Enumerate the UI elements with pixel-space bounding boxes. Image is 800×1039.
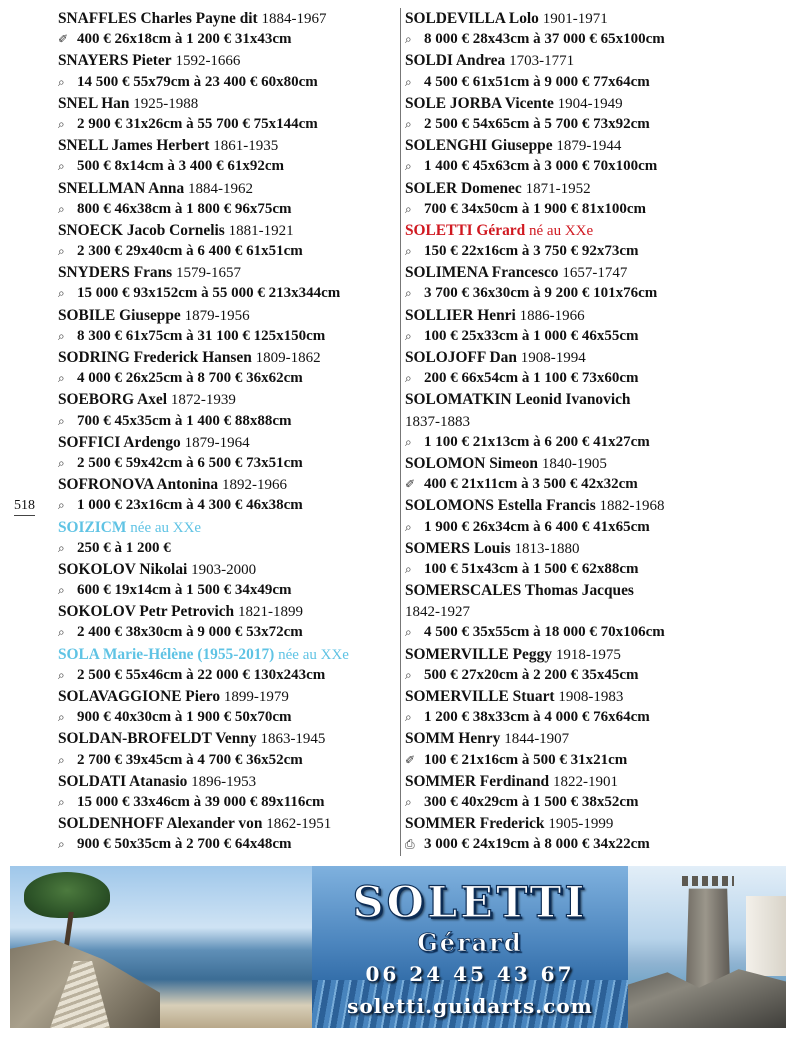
- artist-name: SOEBORG Axel: [58, 391, 168, 409]
- brush-icon: ⌕: [58, 625, 65, 640]
- artist-entry: [58, 389, 396, 410]
- price-text: 700 € 45x35cm à 1 400 € 88x88cm: [77, 412, 292, 429]
- genoese-tower: [684, 880, 732, 988]
- brush-icon: ⌕: [58, 455, 65, 470]
- price-text: 300 € 40x29cm à 1 500 € 38x52cm: [424, 793, 639, 810]
- artist-dates: née au XXe: [130, 519, 202, 536]
- artist-entry: [405, 771, 795, 792]
- price-text: 400 € 26x18cm à 1 200 € 31x43cm: [77, 31, 292, 48]
- price-text: 2 700 € 39x45cm à 4 700 € 36x52cm: [77, 751, 303, 768]
- brush-icon: ⌕: [58, 583, 65, 598]
- print-icon: ⎙: [405, 837, 415, 852]
- price-text: 2 300 € 29x40cm à 6 400 € 61x51cm: [77, 243, 303, 260]
- artist-dates: 1882-1968: [599, 498, 665, 515]
- artist-entry: [405, 305, 795, 326]
- brush-icon: ⌕: [405, 667, 412, 682]
- price-text: 1 000 € 23x16cm à 4 300 € 46x38cm: [77, 497, 303, 514]
- price-text: 1 200 € 38x33cm à 4 000 € 76x64cm: [424, 709, 650, 726]
- artist-dates: 1840-1905: [541, 455, 607, 472]
- artist-dates: 1863-1945: [260, 731, 326, 748]
- artist-name: SOMERS Louis: [405, 539, 511, 557]
- artist-dates: 1861-1935: [213, 138, 279, 155]
- artist-name: SNELL James Herbert: [58, 137, 210, 155]
- price-text: 400 € 21x11cm à 3 500 € 42x32cm: [424, 476, 638, 493]
- artist-dates: 1844-1907: [504, 731, 570, 748]
- price-range: [58, 707, 396, 728]
- price-text: 4 000 € 26x25cm à 8 700 € 36x62cm: [77, 370, 303, 387]
- artist-entry: [405, 580, 795, 601]
- artist-entry: [405, 813, 795, 834]
- artist-name: SOFRONOVA Antonina: [58, 476, 219, 494]
- brush-icon: ⌕: [58, 201, 65, 216]
- price-range: [58, 283, 396, 304]
- artist-entry: [58, 305, 396, 326]
- price-text: 2 500 € 59x42cm à 6 500 € 73x51cm: [77, 454, 303, 471]
- artist-entry: [405, 135, 795, 156]
- price-text: 1 400 € 45x63cm à 3 000 € 70x100cm: [424, 158, 658, 175]
- artist-entry: [58, 432, 396, 453]
- brush-icon: ⌕: [58, 286, 65, 301]
- artist-dates-line: [405, 411, 795, 432]
- artist-dates: 1821-1899: [237, 604, 303, 621]
- price-range: [58, 156, 396, 177]
- brush-icon: ⌕: [405, 710, 412, 725]
- brush-icon: ⌕: [405, 159, 412, 174]
- artist-name: SNEL Han: [58, 94, 130, 112]
- price-text: 700 € 34x50cm à 1 900 € 81x100cm: [424, 200, 647, 217]
- artist-entry: [58, 728, 396, 749]
- brush-icon: ⌕: [405, 519, 412, 534]
- artist-dates: 1899-1979: [223, 689, 289, 705]
- artist-name: SOLDAN-BROFELDT Venny: [58, 730, 257, 748]
- banner-title: SOLETTI: [352, 878, 588, 928]
- price-range: [405, 707, 795, 728]
- price-range: [58, 834, 396, 855]
- artist-name: SOLLIER Henri: [405, 306, 516, 324]
- artist-name: SOIZICM: [58, 518, 127, 536]
- artist-name: SOLDEVILLA Lolo: [405, 10, 539, 27]
- price-text: 15 000 € 93x152cm à 55 000 € 213x344cm: [77, 285, 341, 302]
- artist-dates: 1837-1883: [405, 413, 470, 430]
- artist-entry: [405, 178, 795, 199]
- price-range: [58, 72, 396, 93]
- price-text: 100 € 51x43cm à 1 500 € 62x88cm: [424, 560, 639, 577]
- coastal-scene-left: [10, 866, 312, 1028]
- price-range: [405, 326, 795, 347]
- artist-name: SODRING Frederick Hansen: [58, 349, 252, 366]
- artist-dates: 1884-1962: [188, 180, 254, 197]
- price-range: [405, 665, 795, 686]
- brush-icon: ⌕: [58, 244, 65, 259]
- artist-dates: 1903-2000: [191, 561, 257, 578]
- price-text: 2 900 € 31x26cm à 55 700 € 75x144cm: [77, 115, 318, 132]
- brush-icon: ⌕: [58, 752, 65, 767]
- artist-dates: 1809-1862: [255, 350, 321, 366]
- artist-entry: [405, 453, 795, 474]
- brush-icon: ⌕: [58, 710, 65, 725]
- artist-dates: 1879-1956: [184, 307, 250, 324]
- brush-icon: ⌕: [58, 413, 65, 428]
- price-text: 200 € 66x54cm à 1 100 € 73x60cm: [424, 370, 639, 387]
- artist-name: SOLDI Andrea: [405, 52, 506, 70]
- artist-entry: [58, 347, 396, 368]
- artist-dates: 1871-1952: [525, 180, 591, 197]
- price-text: 800 € 46x38cm à 1 800 € 96x75cm: [77, 200, 292, 217]
- artist-entry: [405, 347, 795, 368]
- brush-icon: ⌕: [405, 74, 412, 89]
- artist-name: SOLDATI Atanasio: [58, 772, 188, 790]
- price-text: 3 700 € 36x30cm à 9 200 € 101x76cm: [424, 285, 658, 302]
- artist-entry: [58, 686, 396, 707]
- artist-dates: 1901-1971: [542, 11, 608, 27]
- artist-name: SOMERVILLE Peggy: [405, 645, 552, 663]
- price-text: 1 900 € 26x34cm à 6 400 € 41x65cm: [424, 518, 650, 535]
- artist-dates: 1892-1966: [221, 477, 287, 494]
- artist-entry: [405, 8, 795, 29]
- brush-icon: ⌕: [58, 116, 65, 131]
- brush-icon: ⌕: [58, 328, 65, 343]
- artist-entry: [58, 135, 396, 156]
- artist-entry: [58, 93, 396, 114]
- price-text: 2 400 € 38x30cm à 9 000 € 53x72cm: [77, 624, 303, 641]
- brush-icon: ⌕: [405, 201, 412, 216]
- artist-dates: 1657-1747: [562, 265, 628, 282]
- artist-name: SOLA Marie-Hélène (1955-2017): [58, 645, 275, 663]
- artist-name: SOLOMON Simeon: [405, 454, 538, 472]
- artist-entry: [58, 50, 396, 71]
- artist-name: SOMMER Ferdinand: [405, 772, 550, 790]
- artist-entry: [58, 8, 396, 29]
- artist-name: SNAYERS Pieter: [58, 52, 172, 70]
- brush-icon: ⌕: [405, 32, 412, 47]
- price-text: 8 000 € 28x43cm à 37 000 € 65x100cm: [424, 31, 665, 48]
- artist-dates: 1886-1966: [519, 307, 585, 324]
- artist-entry: [58, 262, 396, 283]
- artist-entry: [58, 220, 396, 241]
- artist-name: SOLENGHI Giuseppe: [405, 137, 553, 155]
- artist-entry: [405, 686, 795, 707]
- price-range: [405, 29, 795, 50]
- column-divider: [400, 8, 401, 856]
- price-range: [405, 114, 795, 135]
- artist-dates: 1879-1964: [184, 434, 250, 451]
- pencil-icon: ✐: [405, 752, 416, 767]
- price-range: [405, 474, 795, 495]
- price-range: [405, 622, 795, 643]
- right-column: [405, 8, 795, 856]
- artist-name: SNELLMAN Anna: [58, 179, 185, 197]
- banner-phone: 06 24 45 43 67: [365, 962, 575, 986]
- brush-icon: ⌕: [405, 371, 412, 386]
- price-range: [58, 538, 396, 559]
- artist-name: SOBILE Giuseppe: [58, 306, 181, 324]
- price-text: 14 500 € 55x79cm à 23 400 € 60x80cm: [77, 73, 318, 90]
- artist-dates: 1822-1901: [552, 773, 618, 790]
- artist-entry: [58, 601, 396, 622]
- price-range: [405, 559, 795, 580]
- brush-icon: ⌕: [58, 540, 65, 555]
- banner-url[interactable]: soletti.guidarts.com: [347, 994, 593, 1018]
- price-text: 4 500 € 61x51cm à 9 000 € 77x64cm: [424, 73, 650, 90]
- price-text: 2 500 € 55x46cm à 22 000 € 130x243cm: [77, 666, 326, 683]
- brush-icon: ⌕: [405, 794, 412, 809]
- artist-dates: 1905-1999: [548, 816, 614, 833]
- left-column: [58, 8, 396, 856]
- artist-name: SOLIMENA Francesco: [405, 264, 559, 282]
- artist-entry: [58, 178, 396, 199]
- artist-name: SNAFFLES Charles Payne dit: [58, 10, 258, 27]
- artist-entry: [58, 559, 396, 580]
- price-range: [58, 326, 396, 347]
- artist-dates: 1872-1939: [170, 392, 236, 409]
- pine-tree: [24, 872, 110, 918]
- price-range: [58, 495, 396, 516]
- price-text: 15 000 € 33x46cm à 39 000 € 89x116cm: [77, 793, 325, 810]
- price-range: [405, 283, 795, 304]
- artist-dates: née au XXe: [278, 646, 349, 663]
- artist-dates: né au XXe: [529, 222, 594, 239]
- price-text: 4 500 € 35x55cm à 18 000 € 70x106cm: [424, 624, 665, 641]
- artist-entry: [58, 474, 396, 495]
- artist-name: SOLAVAGGIONE Piero: [58, 688, 221, 705]
- artist-dates: 1908-1994: [520, 350, 586, 366]
- price-range: [405, 834, 795, 855]
- price-range: [405, 156, 795, 177]
- price-text: 600 € 19x14cm à 1 500 € 34x49cm: [77, 582, 292, 599]
- artist-name: SOMMER Frederick: [405, 815, 545, 833]
- artist-name: SNYDERS Frans: [58, 264, 173, 282]
- price-text: 250 € à 1 200 €: [77, 539, 171, 556]
- artist-name: SOMERVILLE Stuart: [405, 688, 555, 705]
- brush-icon: ⌕: [58, 371, 65, 386]
- price-range: [58, 199, 396, 220]
- artist-dates: 1925-1988: [133, 95, 199, 112]
- brush-icon: ⌕: [405, 116, 412, 131]
- price-range: [405, 792, 795, 813]
- price-text: 3 000 € 24x19cm à 8 000 € 34x22cm: [424, 836, 650, 853]
- artist-entry: [405, 495, 795, 516]
- brush-icon: ⌕: [58, 794, 65, 809]
- price-range: [58, 241, 396, 262]
- banner-text-panel: [312, 866, 628, 1028]
- price-range: [58, 665, 396, 686]
- artist-entry: [405, 644, 795, 665]
- brush-icon: ⌕: [405, 328, 412, 343]
- price-range: [405, 199, 795, 220]
- artist-name: SOLDENHOFF Alexander von: [58, 815, 263, 833]
- artist-entry: [58, 644, 396, 665]
- artist-dates: 1862-1951: [266, 816, 332, 833]
- brush-icon: ⌕: [58, 74, 65, 89]
- brush-icon: ⌕: [58, 159, 65, 174]
- price-range: [58, 580, 396, 601]
- artist-entry: [58, 771, 396, 792]
- price-text: 900 € 50x35cm à 2 700 € 64x48cm: [77, 836, 292, 853]
- artist-entry: [58, 517, 396, 538]
- page-number: 518: [14, 498, 35, 516]
- artist-entry: [405, 389, 795, 410]
- artist-entry: [405, 262, 795, 283]
- brush-icon: ⌕: [58, 837, 65, 852]
- price-range: [405, 72, 795, 93]
- price-range: [58, 453, 396, 474]
- price-range: [405, 432, 795, 453]
- artist-dates: 1592-1666: [175, 53, 241, 70]
- artist-dates: 1904-1949: [557, 95, 623, 112]
- artist-entry: [405, 93, 795, 114]
- tower-battlements: [682, 876, 734, 886]
- coastal-scene-right: [628, 866, 786, 1028]
- price-range: [58, 29, 396, 50]
- artist-name: SOFFICI Ardengo: [58, 433, 181, 451]
- artist-entry: [405, 50, 795, 71]
- price-range: [405, 517, 795, 538]
- artist-entry: [405, 728, 795, 749]
- price-range: [58, 622, 396, 643]
- artist-entry: [405, 538, 795, 559]
- brush-icon: ⌕: [58, 667, 65, 682]
- artist-dates: 1884-1967: [261, 11, 327, 27]
- advertisement-banner[interactable]: [10, 866, 786, 1028]
- pencil-icon: ✐: [405, 477, 416, 492]
- price-text: 100 € 21x16cm à 500 € 31x21cm: [424, 751, 628, 768]
- price-range: [405, 241, 795, 262]
- price-range: [58, 750, 396, 771]
- artist-name: SOMERSCALES Thomas Jacques: [405, 582, 634, 600]
- white-house: [746, 896, 786, 976]
- price-range: [58, 411, 396, 432]
- artist-name: SOKOLOV Petr Petrovich: [58, 603, 235, 621]
- price-text: 8 300 € 61x75cm à 31 100 € 125x150cm: [77, 327, 326, 344]
- artist-name: SOLOJOFF Dan: [405, 349, 517, 366]
- artist-dates: 1918-1975: [555, 646, 621, 663]
- price-range: [405, 750, 795, 771]
- price-text: 500 € 8x14cm à 3 400 € 61x92cm: [77, 158, 285, 175]
- artist-name: SOLER Domenec: [405, 179, 522, 197]
- price-range: [405, 368, 795, 389]
- artist-dates: 1703-1771: [509, 53, 575, 70]
- pencil-icon: ✐: [58, 32, 69, 47]
- artist-dates: 1579-1657: [176, 265, 242, 282]
- price-text: 100 € 25x33cm à 1 000 € 46x55cm: [424, 327, 639, 344]
- artist-dates: 1881-1921: [228, 222, 294, 239]
- artist-dates-line: [405, 601, 795, 622]
- artist-name: SOLOMATKIN Leonid Ivanovich: [405, 391, 631, 409]
- artist-name: SOLE JORBA Vicente: [405, 94, 554, 112]
- price-text: 500 € 27x20cm à 2 200 € 35x45cm: [424, 666, 639, 683]
- price-text: 150 € 22x16cm à 3 750 € 92x73cm: [424, 243, 639, 260]
- artist-entry: [58, 813, 396, 834]
- brush-icon: ⌕: [405, 434, 412, 449]
- artist-name: SOKOLOV Nikolai: [58, 560, 188, 578]
- artist-name: SOMM Henry: [405, 730, 501, 748]
- artist-dates: 1908-1983: [558, 689, 624, 705]
- brush-icon: ⌕: [405, 286, 412, 301]
- artist-dates: 1896-1953: [191, 773, 257, 790]
- artist-name: SOLETTI Gérard: [405, 221, 526, 239]
- price-range: [58, 792, 396, 813]
- price-text: 900 € 40x30cm à 1 900 € 50x70cm: [77, 709, 292, 726]
- brush-icon: ⌕: [58, 498, 65, 513]
- banner-subtitle: Gérard: [417, 928, 523, 957]
- brush-icon: ⌕: [405, 561, 412, 576]
- artist-dates: 1813-1880: [514, 540, 580, 557]
- brush-icon: ⌕: [405, 244, 412, 259]
- price-range: [58, 368, 396, 389]
- artist-dates: 1879-1944: [556, 138, 622, 155]
- price-text: 1 100 € 21x13cm à 6 200 € 41x27cm: [424, 433, 650, 450]
- brush-icon: ⌕: [405, 625, 412, 640]
- artist-name: SOLOMONS Estella Francis: [405, 497, 596, 515]
- price-text: 2 500 € 54x65cm à 5 700 € 73x92cm: [424, 115, 650, 132]
- artist-dates: 1842-1927: [405, 604, 470, 621]
- artist-name: SNOECK Jacob Cornelis: [58, 221, 225, 239]
- price-range: [58, 114, 396, 135]
- artist-entry: [405, 220, 795, 241]
